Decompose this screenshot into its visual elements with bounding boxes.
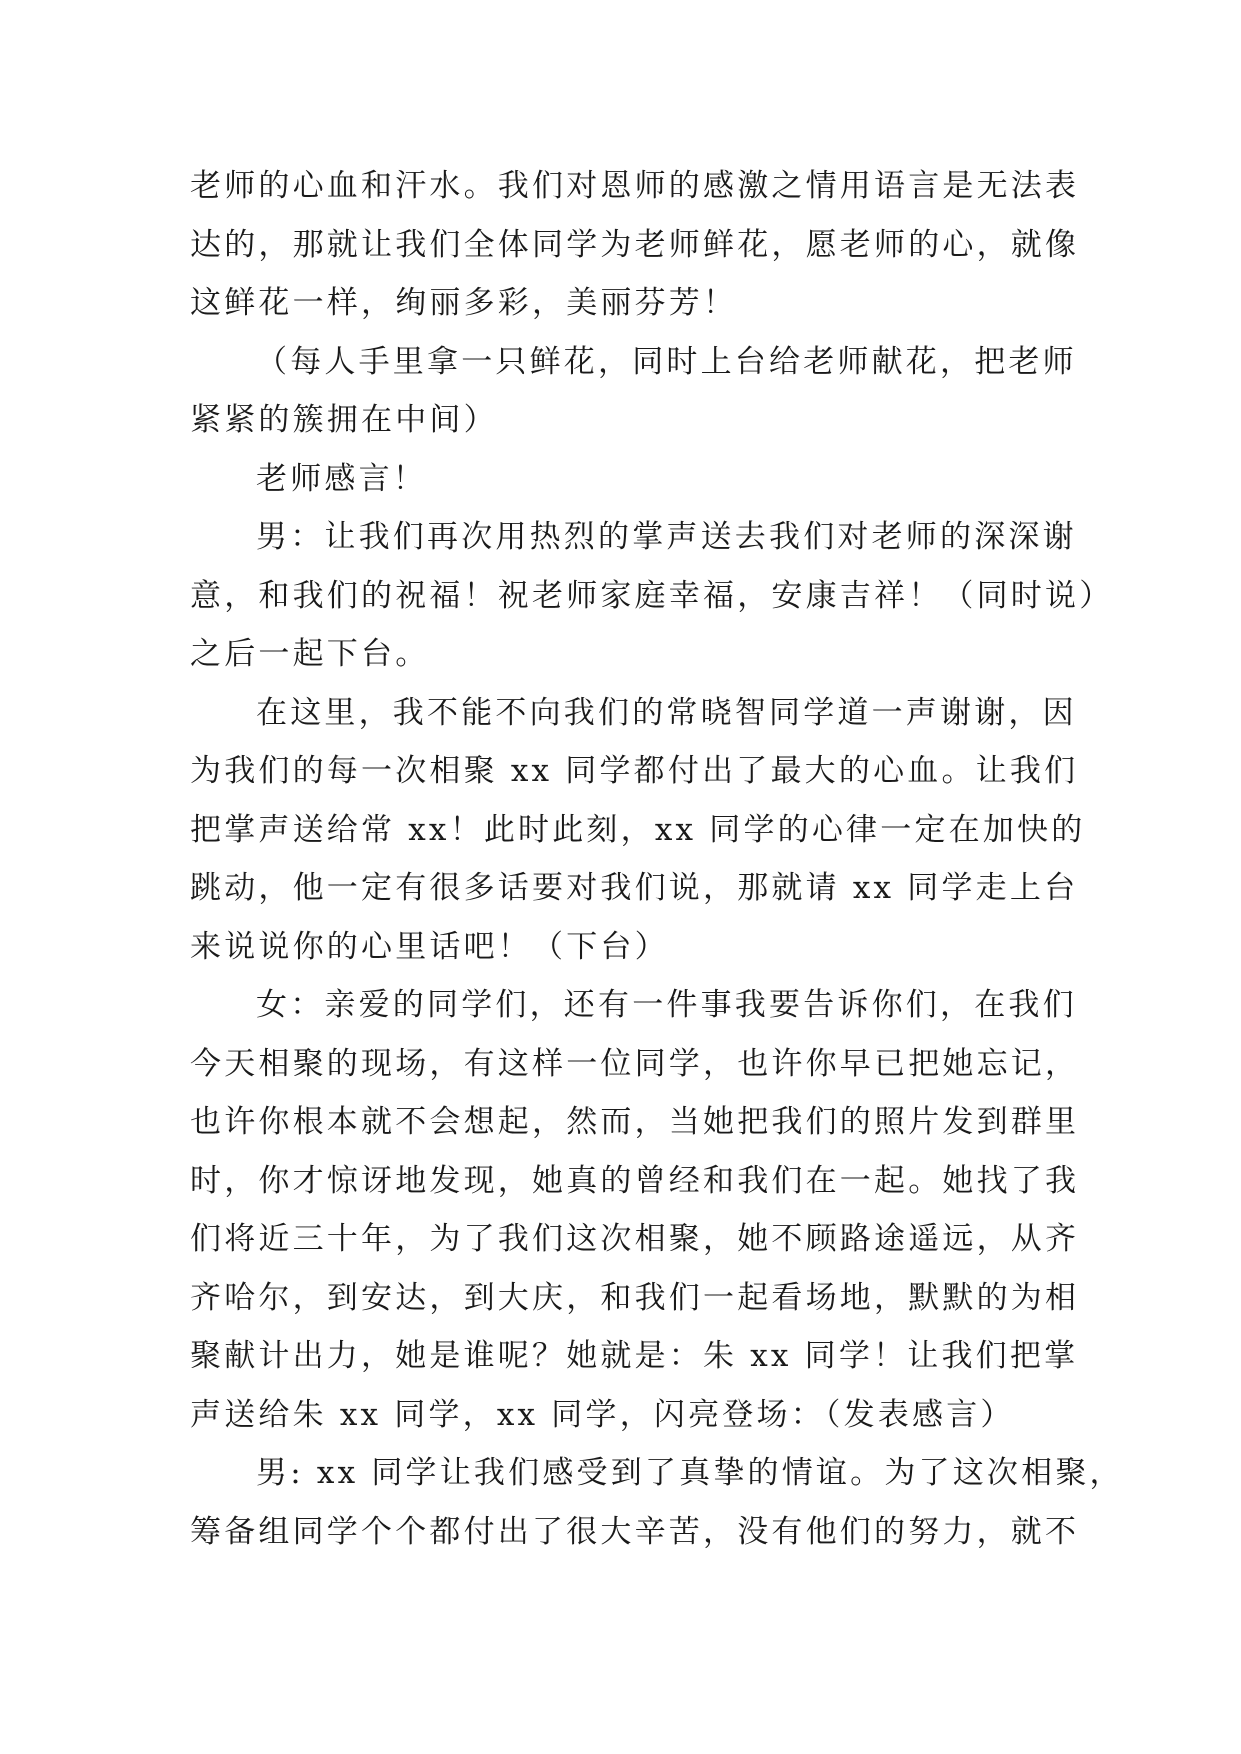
text-line: 齐哈尔，到安达，到大庆，和我们一起看场地，默默的为相 — [190, 1279, 1080, 1316]
text-line: （每人手里拿一只鲜花，同时上台给老师献花，把老师 — [256, 343, 1077, 380]
paragraph-female-host-intro — [190, 976, 1080, 1444]
text-line: 把掌声送给常 xx！此时此刻，xx 同学的心律一定在加快的 — [190, 811, 1086, 848]
paragraph-thanks-classmate — [190, 684, 1086, 977]
text-line: 声送给朱 xx 同学，xx 同学，闪亮登场：（发表感言） — [190, 1396, 1015, 1433]
text-line: 老师的心血和汗水。我们对恩师的感激之情用语言是无法表 — [190, 168, 1080, 204]
text-line: 达的，那就让我们全体同学为老师鲜花，愿老师的心，就像 — [190, 226, 1080, 263]
text-line: 在这里，我不能不向我们的常晓智同学道一声谢谢，因 — [256, 694, 1077, 731]
text-line: 来说说你的心里话吧！（下台） — [190, 928, 669, 965]
text-line: 老师感言！ — [256, 460, 427, 497]
paragraph-stage-direction — [190, 333, 1077, 450]
text-line: 聚献计出力，她是谁呢？她就是：朱 xx 同学！让我们把掌 — [190, 1338, 1079, 1374]
paragraph-male-host-committee — [190, 1444, 1124, 1561]
text-line: 为我们的每一次相聚 xx 同学都付出了最大的心血。让我们 — [190, 753, 1079, 789]
paragraph-flowers-wish — [190, 157, 1080, 333]
paragraph-male-host-thanks — [190, 508, 1114, 684]
text-line: 意，和我们的祝福！祝老师家庭幸福，安康吉祥！（同时说） — [190, 577, 1114, 614]
text-line: 男: xx 同学让我们感受到了真挚的情谊。为了这次相聚， — [256, 1455, 1124, 1491]
text-line: 也许你根本就不会想起，然而，当她把我们的照片发到群里 — [190, 1104, 1080, 1140]
text-line: 时，你才惊讶地发现，她真的曾经和我们在一起。她找了我 — [190, 1162, 1080, 1199]
text-line: 筹备组同学个个都付出了很大辛苦，没有他们的努力，就不 — [190, 1513, 1080, 1550]
text-line: 这鲜花一样，绚丽多彩，美丽芬芳！ — [190, 285, 738, 321]
document-body — [190, 157, 1124, 1561]
text-line: 紧紧的簇拥在中间） — [190, 402, 498, 438]
text-line: 们将近三十年，为了我们这次相聚，她不顾路途遥远，从齐 — [190, 1221, 1080, 1257]
text-line: 跳动，他一定有很多话要对我们说，那就请 xx 同学走上台 — [190, 870, 1079, 906]
text-line: 之后一起下台。 — [190, 636, 430, 672]
text-line: 男：让我们再次用热烈的掌声送去我们对老师的深深谢 — [256, 519, 1077, 555]
paragraph-teacher-speech — [190, 450, 1050, 509]
text-line: 今天相聚的现场，有这样一位同学，也许你早已把她忘记， — [190, 1045, 1080, 1082]
text-line: 女：亲爱的同学们，还有一件事我要告诉你们，在我们 — [256, 987, 1077, 1023]
